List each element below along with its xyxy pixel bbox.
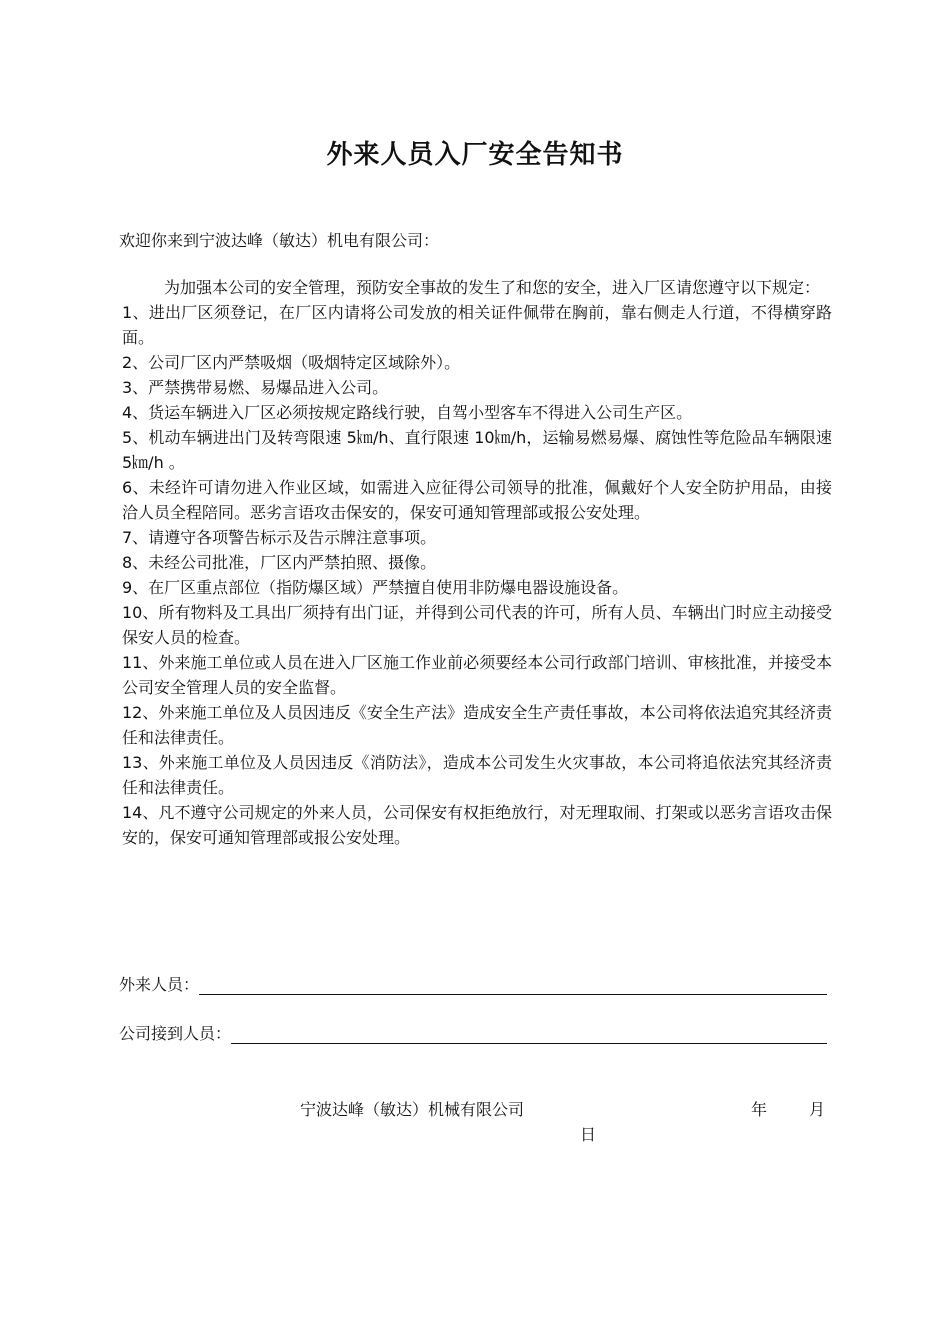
footer-day-label: 日 — [580, 1125, 597, 1144]
footer-month-label: 月 — [809, 1100, 826, 1119]
rule-item-7: 7、请遵守各项警告标示及告示牌注意事项。 — [122, 528, 437, 547]
rule-item-8: 8、未经公司批准，厂区内严禁拍照、摄像。 — [122, 553, 437, 572]
rule-item-5: 5、机动车辆进出门及转弯限速 5㎞/h、直行限速 10㎞/h，运输易燃易爆、腐蚀性等危险品车辆限速 5㎞/h 。 — [122, 428, 832, 472]
document-title: 外来人员入厂安全告知书 — [326, 140, 624, 170]
receiver-signature-label: 公司接到人员： — [119, 1024, 232, 1043]
visitor-signature-line — [199, 974, 827, 995]
rule-item-13: 13、外来施工单位及人员因违反《消防法》，造成本公司发生火灾事故，本公司将追依法究其经济责任和法律责任。 — [122, 753, 832, 797]
rule-item-12: 12、外来施工单位及人员因违反《安全生产法》造成安全生产责任事故，本公司将依法追究其经济责任和法律责任。 — [122, 703, 832, 747]
rule-item-11: 11、外来施工单位或人员在进入厂区施工作业前必须要经本公司行政部门培训、审核批准，并接受本公司安全管理人员的安全监督。 — [122, 653, 832, 697]
rule-item-9: 9、在厂区重点部位（指防爆区域）严禁擅自使用非防爆电器设施设备。 — [122, 578, 629, 597]
notice-body — [119, 275, 832, 850]
footer-company-name: 宁波达峰（敏达）机械有限公司 — [300, 1100, 525, 1119]
rule-item-1: 1、进出厂区须登记，在厂区内请将公司发放的相关证件佩带在胸前，靠右侧走人行道，不得横穿路面。 — [122, 303, 832, 347]
rule-item-6: 6、未经许可请勿进入作业区域，如需进入应征得公司领导的批准，佩戴好个人安全防护用品，由接洽人员全程陪同。恶劣言语攻击保安的，保安可通知管理部或报公安处理。 — [122, 478, 832, 522]
receiver-signature-row — [119, 1022, 827, 1046]
intro-paragraph: 为加强本公司的安全管理，预防安全事故的发生了和您的安全，进入厂区请您遵守以下规定： — [164, 278, 821, 297]
footer-year-label: 年 — [751, 1100, 768, 1119]
greeting-line: 欢迎你来到宁波达峰（敏达）机电有限公司： — [119, 231, 440, 250]
rule-item-14: 14、凡不遵守公司规定的外来人员，公司保安有权拒绝放行，对无理取闹、打架或以恶劣言语攻击保安的，保安可通知管理部或报公安处理。 — [122, 803, 832, 847]
visitor-signature-label: 外来人员： — [119, 975, 200, 994]
rule-item-2: 2、公司厂区内严禁吸烟（吸烟特定区域除外）。 — [122, 353, 461, 372]
visitor-signature-row — [119, 973, 827, 997]
rule-item-3: 3、严禁携带易燃、易爆品进入公司。 — [122, 378, 389, 397]
rule-item-10: 10、所有物料及工具出厂须持有出门证，并得到公司代表的许可，所有人员、车辆出门时应主动接受保安人员的检查。 — [122, 603, 832, 647]
receiver-signature-line — [231, 1023, 827, 1044]
rule-item-4: 4、货运车辆进入厂区必须按规定路线行驶，自驾小型客车不得进入公司生产区。 — [122, 403, 693, 422]
